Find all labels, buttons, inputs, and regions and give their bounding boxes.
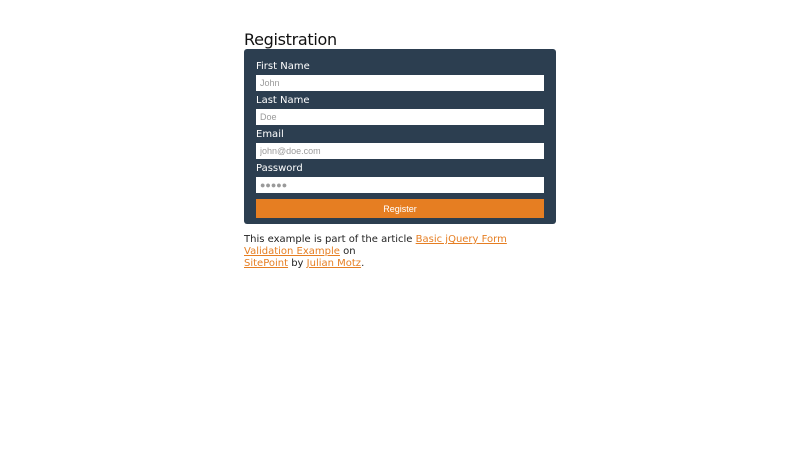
password-input[interactable] <box>256 177 544 193</box>
article-link[interactable]: Basic jQuery Form Validation Example <box>244 234 507 257</box>
first-name-label: First Name <box>256 61 310 72</box>
sitepoint-link[interactable]: SitePoint <box>244 258 289 269</box>
author-link[interactable]: Julian Motz <box>306 258 362 269</box>
password-label: Password <box>256 163 303 174</box>
first-name-input[interactable] <box>256 75 544 91</box>
attribution-on: on <box>339 246 356 257</box>
attribution-text <box>244 234 556 270</box>
last-name-label: Last Name <box>256 95 310 106</box>
registration-form <box>244 49 556 224</box>
email-input[interactable] <box>256 143 544 159</box>
attribution-by: by <box>288 258 307 269</box>
page-title: Registration <box>244 30 337 49</box>
email-label: Email <box>256 129 284 140</box>
register-button[interactable]: Register <box>256 199 544 218</box>
last-name-input[interactable] <box>256 109 544 125</box>
attribution-period: . <box>361 258 365 269</box>
attribution-prefix: This example is part of the article <box>244 234 416 245</box>
registration-container <box>244 30 556 270</box>
